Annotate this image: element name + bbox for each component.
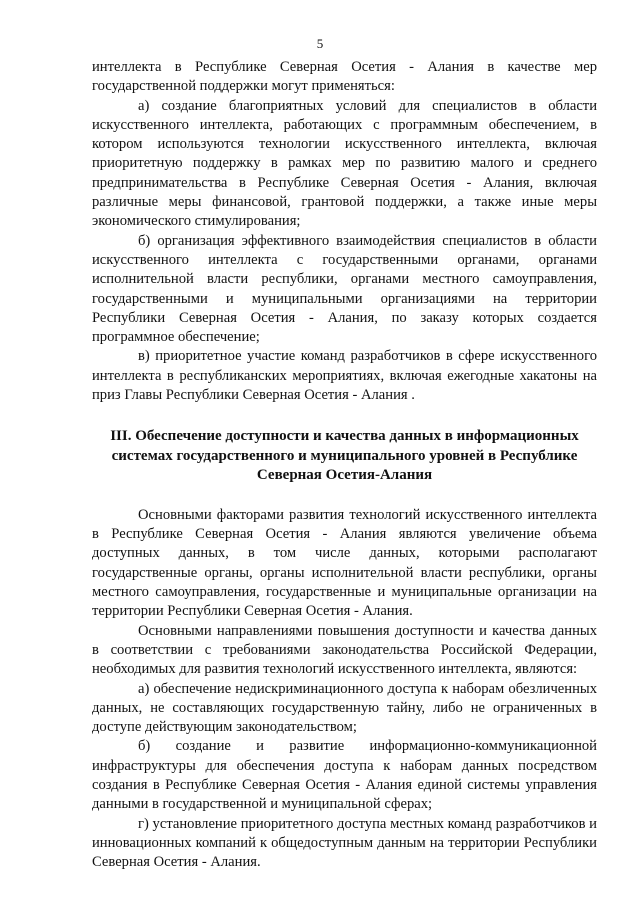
paragraph-factors: Основными факторами развития технологий искусственного интеллекта в Республике Северная Осетия - Алания являются увеличение объема доступных данных, в том числе данных, которыми располагают государственные органы, органы исполнительной власти республики, органы местного самоуправления, государственные и муниципальные организации на территории Республики Северная Осетия - Алания. [92,506,597,620]
paragraph-directions: Основными направлениями повышения доступности и качества данных в соответствии с требованиями законодательства Российской Федерации, необходимых для развития технологий искусственного интеллекта, являются: [92,622,597,678]
list-item-a-access: а) обеспечение недискриминационного доступа к наборам обезличенных данных, не составляющих государственную тайну, либо не ограниченных в доступе действующим законодательством; [92,680,597,736]
list-item-v: в) приоритетное участие команд разработчиков в сфере искусственного интеллекта в республиканских мероприятиях, включая ежегодные хакатоны на приз Главы Республики Северная Осетия - Алания . [92,348,597,404]
list-item-b: б) организация эффективного взаимодействия специалистов в области искусственного интеллекта с государственными органами, органами исполнительной власти республики, органами местного самоуправления, государственными и муниципальными организациями на территории Республики Северная Осетия - Алания, по заказу которых создается программное обеспечение; [92,232,597,346]
document-body [92,58,597,872]
section-heading-line-1: III. Обеспечение доступности и качества данных в информационных [110,428,579,445]
list-item-b-infrastructure: б) создание и развитие информационно-коммуникационной инфраструктуры для обеспечения доступа к наборам данных посредством создания в Республике Северная Осетия - Алания единой системы управления данными в государственной и муниципальной сферах; [92,738,597,813]
list-item-a: а) создание благоприятных условий для специалистов в области искусственного интеллекта, работающих с программным обеспечением, в котором используются технологии искусственного интеллекта, включая приоритетную поддержку в рамках мер по развитию малого и среднего предпринимательства в Республике Северная Осетия - Алания, включая различные меры финансовой, грантовой поддержки, а также иные меры экономического стимулирования; [92,97,597,230]
section-heading-line-3: Северная Осетия-Алания [256,467,433,484]
list-item-g-priority: г) установление приоритетного доступа местных команд разработчиков и инновационных компаний к общедоступным данным на территории Республики Северная Осетия - Алания. [92,815,597,871]
page-number: 5 [316,36,324,51]
section-heading [92,427,597,486]
paragraph-intro: интеллекта в Республике Северная Осетия - Алания в качестве мер государственной поддержки могут применяться: [92,59,597,95]
section-heading-line-2: системах государственного и муниципального уровней в Республике [111,447,578,464]
